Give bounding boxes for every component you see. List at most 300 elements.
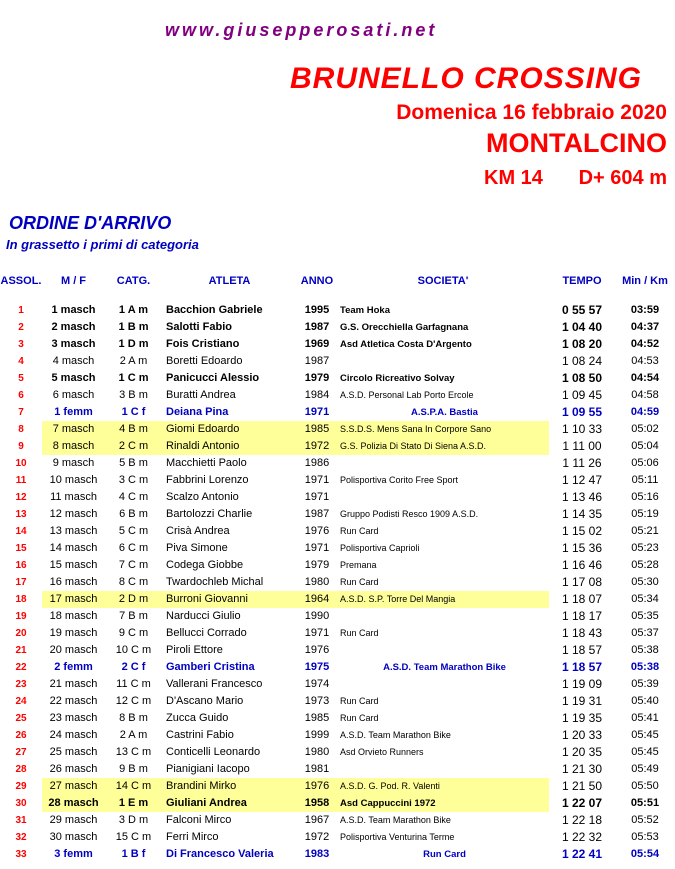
cell-time: 1 14 35 (561, 507, 603, 521)
cell-name: Gamberi Cristina (166, 661, 255, 673)
cell-pos: 16 (15, 560, 27, 571)
cell-time: 1 18 07 (561, 592, 603, 606)
cell-name: Vallerani Francesco (166, 678, 263, 690)
cell-pos: 27 (15, 747, 27, 758)
col-header-mf: M / F (60, 275, 87, 287)
cell-name: Deiana Pina (166, 406, 229, 418)
cell-mf: 16 masch (49, 576, 98, 588)
cell-club: A.S.D. Team Marathon Bike (340, 730, 451, 740)
cell-club: Premana (340, 560, 377, 570)
cell-club: Asd Cappuccini 1972 (337, 795, 549, 812)
cell-club: A.S.P.A. Bastia (411, 407, 478, 418)
cell-cat: 13 C m (115, 746, 152, 758)
cell-club (337, 676, 549, 693)
cell-pace: 05:49 (631, 763, 659, 775)
col-header-cat: CATG. (116, 275, 151, 287)
table-row (0, 455, 675, 472)
cell-cat: 1 E m (105, 795, 162, 812)
table-row (0, 540, 675, 557)
cell-pos: 14 (15, 526, 27, 537)
cell-pos: 7 (18, 407, 24, 418)
site-url: www.giusepperosati.net (165, 20, 438, 40)
col-header-year: ANNO (300, 275, 334, 287)
cell-pos: 20 (15, 628, 27, 639)
table-row (0, 659, 675, 676)
cell-year: 1995 (304, 304, 330, 316)
cell-mf: 1 femm (54, 406, 93, 418)
cell-pos: 8 (18, 424, 24, 435)
cell-pos: 13 (15, 509, 27, 520)
table-row (0, 642, 675, 659)
section-note: In grassetto i primi di categoria (6, 237, 199, 252)
cell-time: 1 22 41 (561, 847, 603, 861)
cell-mf: 28 masch (42, 795, 105, 812)
cell-cat: 9 C m (118, 627, 149, 639)
table-row (0, 693, 675, 710)
cell-pace: 05:06 (631, 457, 659, 469)
table-row (0, 710, 675, 727)
table-row (0, 846, 675, 863)
cell-time: 1 21 30 (561, 762, 603, 776)
cell-pace: 04:53 (631, 355, 659, 367)
cell-name: Twardochleb Michal (166, 576, 264, 588)
cell-pace: 05:23 (631, 542, 659, 554)
cell-pace: 04:37 (630, 321, 660, 333)
cell-pos: 25 (15, 713, 27, 724)
cell-cat: 7 C m (118, 559, 149, 571)
cell-pace: 05:21 (631, 525, 659, 537)
cell-mf: 13 masch (49, 525, 98, 537)
table-row (0, 625, 675, 642)
cell-club: A.S.D. Personal Lab Porto Ercole (340, 390, 474, 400)
cell-cat: 3 C m (118, 474, 149, 486)
cell-pace: 05:51 (630, 797, 660, 809)
cell-name: Conticelli Leonardo (166, 746, 261, 758)
cell-club: Polisportiva Caprioli (340, 543, 420, 553)
cell-pos: 1 (18, 305, 24, 316)
cell-time: 1 22 07 (561, 796, 603, 810)
cell-year: 1976 (304, 525, 330, 537)
cell-pos: 31 (15, 815, 27, 826)
cell-cat: 12 C m (115, 695, 152, 707)
cell-time: 1 20 33 (561, 728, 603, 742)
cell-pos: 9 (18, 441, 24, 452)
table-row (0, 778, 675, 795)
cell-pos: 24 (15, 696, 27, 707)
cell-pos: 33 (15, 849, 27, 860)
cell-time: 1 21 50 (561, 779, 603, 793)
cell-name: Piva Simone (166, 542, 228, 554)
cell-pace: 03:59 (630, 304, 660, 316)
table-row (0, 370, 675, 387)
cell-mf: 26 masch (49, 763, 98, 775)
cell-pos: 15 (15, 543, 27, 554)
cell-name: Macchietti Paolo (166, 457, 247, 469)
table-row (0, 608, 675, 625)
cell-time: 1 11 00 (562, 439, 602, 453)
col-header-name: ATLETA (208, 275, 251, 287)
cell-year: 1990 (304, 610, 330, 622)
cell-time: 1 18 43 (561, 626, 603, 640)
cell-time: 1 16 46 (561, 558, 603, 572)
cell-cat: 9 B m (119, 763, 148, 775)
cell-club (337, 608, 549, 625)
cell-club: A.S.D. G. Pod. R. Valenti (337, 778, 549, 795)
cell-time: 1 11 26 (562, 456, 602, 470)
cell-name: Bartolozzi Charlie (166, 508, 253, 520)
cell-mf: 10 masch (49, 474, 98, 486)
cell-year: 1972 (304, 831, 330, 843)
cell-cat: 2 C m (105, 438, 162, 455)
col-header-pos: ASSOL. (0, 275, 42, 287)
cell-name: Pianigiani Iacopo (166, 763, 250, 775)
cell-cat: 3 D m (118, 814, 149, 826)
cell-cat: 6 C m (118, 542, 149, 554)
cell-time: 1 22 32 (561, 830, 603, 844)
table-row (0, 336, 675, 353)
cell-name: Bellucci Corrado (166, 627, 247, 639)
cell-pace: 05:38 (631, 644, 659, 656)
cell-year: 1979 (304, 559, 330, 571)
table-row (0, 387, 675, 404)
cell-mf: 21 masch (49, 678, 98, 690)
cell-mf: 19 masch (49, 627, 98, 639)
cell-year: 1972 (297, 438, 337, 455)
cell-name: Di Francesco Valeria (166, 848, 274, 860)
cell-mf: 5 masch (51, 372, 96, 384)
cell-year: 1973 (304, 695, 330, 707)
table-row (0, 421, 675, 438)
cell-pos: 10 (15, 458, 27, 469)
cell-year: 1987 (304, 321, 330, 333)
cell-pace: 05:11 (631, 474, 659, 486)
cell-pos: 26 (15, 730, 27, 741)
cell-pos: 30 (15, 798, 27, 809)
table-row (0, 829, 675, 846)
table-row (0, 302, 675, 319)
cell-cat: 7 B m (119, 610, 148, 622)
cell-mf: 6 masch (52, 389, 95, 401)
cell-cat: 2 C f (121, 661, 146, 673)
cell-club: Run Card (340, 577, 379, 587)
table-header-row (0, 270, 675, 293)
race-date: Domenica 16 febbraio 2020 (396, 101, 667, 124)
cell-cat: 2 A m (119, 355, 148, 367)
cell-mf: 22 masch (49, 695, 98, 707)
cell-year: 1969 (304, 338, 330, 350)
cell-time: 1 08 24 (561, 354, 603, 368)
cell-year: 1971 (304, 627, 330, 639)
cell-pace: 05:54 (630, 848, 660, 860)
cell-time: 1 09 55 (561, 405, 603, 419)
cell-year: 1986 (304, 457, 330, 469)
cell-year: 1981 (304, 763, 330, 775)
cell-year: 1971 (304, 542, 330, 554)
cell-pos: 23 (15, 679, 27, 690)
cell-club: Run Card (340, 696, 379, 706)
cell-time: 1 12 47 (561, 473, 603, 487)
cell-time: 1 19 35 (561, 711, 603, 725)
cell-cat: 3 B m (119, 389, 148, 401)
cell-pace: 05:38 (630, 661, 660, 673)
col-header-pace: Min / Km (622, 275, 668, 287)
table-row (0, 353, 675, 370)
cell-club: Asd Atletica Costa D'Argento (340, 339, 472, 350)
cell-cat: 2 D m (105, 591, 162, 608)
cell-time: 1 17 08 (561, 575, 603, 589)
cell-pace: 05:52 (631, 814, 659, 826)
race-distance: KM 14 (484, 167, 543, 189)
cell-year: 1976 (297, 778, 337, 795)
cell-time: 1 04 40 (561, 320, 603, 334)
cell-time: 1 09 45 (561, 388, 603, 402)
cell-year: 1987 (304, 355, 330, 367)
cell-mf: 11 masch (50, 491, 97, 503)
cell-pace: 05:28 (631, 559, 659, 571)
cell-name: Codega Giobbe (166, 559, 244, 571)
cell-pace: 05:19 (631, 508, 659, 520)
cell-year: 1980 (304, 576, 330, 588)
cell-pace: 05:37 (631, 627, 659, 639)
cell-name: Panicucci Alessio (166, 372, 260, 384)
table-row (0, 591, 675, 608)
cell-pace: 05:39 (631, 678, 659, 690)
cell-pos: 3 (18, 339, 24, 350)
cell-pace: 05:40 (631, 695, 659, 707)
cell-year: 1999 (304, 729, 330, 741)
cell-pos: 4 (18, 356, 24, 367)
cell-year: 1984 (304, 389, 330, 401)
cell-mf: 27 masch (42, 778, 105, 795)
cell-cat: 10 C m (115, 644, 152, 656)
cell-year: 1985 (304, 712, 330, 724)
cell-name: Ferri Mirco (166, 831, 219, 843)
cell-cat: 11 C m (116, 678, 151, 690)
cell-pace: 05:50 (631, 780, 659, 792)
cell-time: 1 08 50 (561, 371, 603, 385)
cell-name: Piroli Ettore (166, 644, 223, 656)
cell-mf: 1 masch (51, 304, 96, 316)
cell-pos: 21 (15, 645, 27, 656)
cell-club: A.S.D. Team Marathon Bike (383, 662, 506, 673)
cell-name: Fabbrini Lorenzo (166, 474, 249, 486)
cell-mf: 20 masch (49, 644, 98, 656)
table-row (0, 761, 675, 778)
cell-pos: 22 (15, 662, 27, 673)
section-title: ORDINE D'ARRIVO (9, 213, 172, 233)
race-title: BRUNELLO CROSSING (290, 62, 643, 95)
cell-pace: 05:41 (631, 712, 659, 724)
table-row (0, 438, 675, 455)
cell-club: A.S.D. Team Marathon Bike (340, 815, 451, 825)
cell-mf: 14 masch (49, 542, 98, 554)
cell-club (337, 455, 549, 472)
cell-cat: 8 B m (119, 712, 148, 724)
cell-name: Buratti Andrea (166, 389, 236, 401)
cell-year: 1971 (304, 406, 330, 418)
cell-cat: 4 C m (118, 491, 149, 503)
cell-time: 1 19 31 (561, 694, 603, 708)
cell-pace: 04:52 (630, 338, 660, 350)
cell-time: 1 08 20 (561, 337, 603, 351)
cell-year: 1979 (304, 372, 330, 384)
cell-year: 1964 (297, 591, 337, 608)
cell-club: Polisportiva Corito Free Sport (340, 475, 459, 485)
cell-pos: 28 (15, 764, 27, 775)
cell-mf: 4 masch (52, 355, 95, 367)
cell-club: Gruppo Podisti Resco 1909 A.S.D. (340, 509, 479, 519)
cell-name: Salotti Fabio (166, 321, 232, 333)
cell-cat: 2 A m (119, 729, 148, 741)
table-row (0, 489, 675, 506)
cell-club (337, 489, 549, 506)
cell-pace: 05:45 (631, 729, 659, 741)
cell-cat: 1 B f (121, 848, 146, 860)
cell-club (337, 642, 549, 659)
cell-pace: 05:30 (631, 576, 659, 588)
cell-year: 1980 (304, 746, 330, 758)
cell-cat: 4 B m (105, 421, 162, 438)
cell-time: 1 19 09 (561, 677, 603, 691)
cell-name: Brandini Mirko (162, 778, 297, 795)
results-table (0, 270, 675, 863)
cell-pace: 05:35 (631, 610, 659, 622)
cell-club: Polisportiva Venturina Terme (340, 832, 455, 842)
cell-cat: 6 B m (119, 508, 148, 520)
cell-club: Run Card (423, 849, 466, 860)
table-row (0, 744, 675, 761)
race-city: MONTALCINO (486, 128, 667, 158)
cell-pos: 19 (15, 611, 27, 622)
cell-club: G.S. Polizia Di Stato Di Siena A.S.D. (337, 438, 549, 455)
cell-pos: 29 (15, 781, 27, 792)
cell-mf: 3 masch (51, 338, 96, 350)
cell-mf: 3 femm (54, 848, 93, 860)
cell-time: 1 18 17 (561, 609, 603, 623)
cell-name: Burroni Giovanni (162, 591, 297, 608)
table-row (0, 676, 675, 693)
cell-name: Bacchion Gabriele (166, 304, 263, 316)
table-row (0, 506, 675, 523)
cell-name: Scalzo Antonio (166, 491, 239, 503)
cell-cat: 1 A m (118, 304, 149, 316)
cell-cat: 8 C m (118, 576, 149, 588)
cell-time: 0 55 57 (561, 303, 603, 317)
cell-year: 1983 (304, 848, 330, 860)
cell-name: Giomi Edoardo (162, 421, 297, 438)
cell-mf: 17 masch (42, 591, 105, 608)
cell-pace: 05:53 (631, 831, 659, 843)
cell-name: D'Ascano Mario (166, 695, 244, 707)
cell-name: Falconi Mirco (166, 814, 232, 826)
cell-mf: 23 masch (49, 712, 98, 724)
cell-pos: 32 (15, 832, 27, 843)
cell-name: Castrini Fabio (166, 729, 234, 741)
cell-mf: 25 masch (49, 746, 98, 758)
cell-club: Run Card (340, 628, 379, 638)
cell-pos: 17 (15, 577, 27, 588)
cell-time: 1 10 33 (561, 422, 603, 436)
table-row (0, 812, 675, 829)
cell-mf: 8 masch (42, 438, 105, 455)
cell-club (337, 353, 549, 370)
cell-pace: 05:02 (631, 423, 659, 435)
cell-cat: 15 C m (115, 831, 152, 843)
cell-name: Boretti Edoardo (166, 355, 243, 367)
col-header-time: TEMPO (562, 275, 602, 287)
cell-mf: 2 femm (54, 661, 93, 673)
table-row (0, 557, 675, 574)
cell-club: G.S. Orecchiella Garfagnana (340, 322, 469, 333)
cell-pace: 05:16 (631, 491, 659, 503)
cell-time: 1 18 57 (561, 643, 603, 657)
cell-year: 1976 (304, 644, 330, 656)
table-row (0, 404, 675, 421)
table-row (0, 319, 675, 336)
cell-cat: 1 D m (118, 338, 149, 350)
cell-mf: 29 masch (49, 814, 98, 826)
cell-club: Run Card (340, 526, 379, 536)
table-row (0, 574, 675, 591)
cell-name: Crisà Andrea (166, 525, 230, 537)
cell-pace: 05:04 (631, 440, 659, 452)
cell-club: S.S.D.S. Mens Sana In Corpore Sano (337, 421, 549, 438)
col-header-club: SOCIETA' (417, 275, 469, 287)
cell-mf: 7 masch (42, 421, 105, 438)
race-elevation: D+ 604 m (578, 167, 667, 189)
cell-time: 1 22 18 (561, 813, 603, 827)
cell-year: 1971 (304, 491, 330, 503)
cell-time: 1 15 02 (561, 524, 603, 538)
cell-cat: 1 B m (118, 321, 149, 333)
cell-mf: 12 masch (49, 508, 98, 520)
cell-pos: 11 (15, 475, 27, 486)
cell-time: 1 13 46 (561, 490, 603, 504)
cell-pace: 04:58 (631, 389, 659, 401)
cell-year: 1971 (304, 474, 330, 486)
cell-club (337, 761, 549, 778)
cell-year: 1985 (297, 421, 337, 438)
cell-cat: 14 C m (105, 778, 162, 795)
cell-club: Run Card (340, 713, 379, 723)
cell-pos: 5 (18, 373, 24, 384)
cell-mf: 15 masch (49, 559, 98, 571)
cell-year: 1975 (304, 661, 330, 673)
cell-year: 1958 (297, 795, 337, 812)
cell-name: Fois Cristiano (166, 338, 240, 350)
cell-cat: 5 C m (118, 525, 149, 537)
cell-club: Asd Orvieto Runners (340, 747, 424, 757)
cell-club: Circolo Ricreativo Solvay (340, 373, 455, 384)
cell-name: Zucca Guido (166, 712, 229, 724)
cell-mf: 24 masch (49, 729, 98, 741)
cell-pace: 04:59 (630, 406, 660, 418)
table-row (0, 795, 675, 812)
cell-name: Rinaldi Antonio (162, 438, 297, 455)
cell-pace: 05:34 (631, 593, 659, 605)
cell-time: 1 20 35 (561, 745, 603, 759)
cell-mf: 2 masch (51, 321, 96, 333)
cell-pos: 6 (18, 390, 24, 401)
cell-pace: 04:54 (630, 372, 660, 384)
cell-cat: 1 C f (121, 406, 146, 418)
table-row (0, 472, 675, 489)
cell-year: 1974 (304, 678, 330, 690)
cell-pos: 2 (18, 322, 24, 333)
cell-name: Narducci Giulio (166, 610, 241, 622)
cell-year: 1987 (304, 508, 330, 520)
cell-time: 1 15 36 (561, 541, 603, 555)
